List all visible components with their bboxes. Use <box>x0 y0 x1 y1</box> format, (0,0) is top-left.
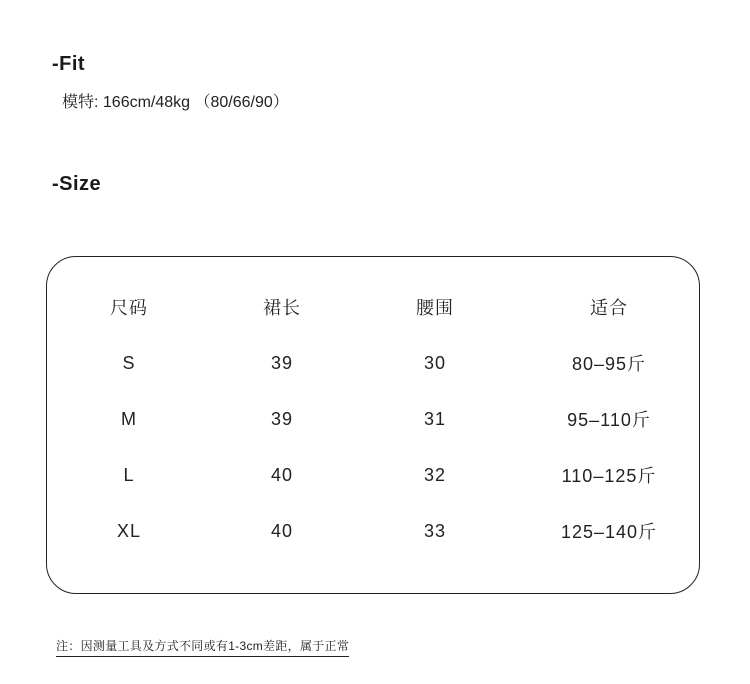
size-table <box>47 279 701 559</box>
header-size: 尺码 <box>110 298 148 318</box>
table-cell: 40 <box>270 520 294 541</box>
table-cell: L <box>123 464 135 485</box>
header-waist: 腰围 <box>416 298 454 318</box>
table-cell: 31 <box>423 408 447 429</box>
table-cell: 32 <box>423 464 447 485</box>
table-cell: 125–140斤 <box>560 522 658 542</box>
table-row <box>47 335 701 391</box>
table-cell: 40 <box>270 464 294 485</box>
header-skirt-length: 裙长 <box>263 298 301 318</box>
table-cell: M <box>121 408 137 429</box>
table-cell: 39 <box>270 352 294 373</box>
table-cell: 95–110斤 <box>567 410 651 430</box>
header-suitable-weight: 适合 <box>590 298 628 318</box>
table-row <box>47 447 701 503</box>
table-cell: 30 <box>423 352 447 373</box>
table-header-row <box>47 279 701 335</box>
table-cell: 33 <box>423 520 447 541</box>
table-cell: S <box>122 352 136 373</box>
measurement-note: 注：因测量工具及方式不同或有1-3cm差距，属于正常 <box>56 637 349 657</box>
table-cell: 110–125斤 <box>561 466 657 486</box>
model-info: 模特: 166cm/48kg （80/66/90） <box>62 94 289 111</box>
table-cell: 80–95斤 <box>571 354 647 374</box>
table-cell: 39 <box>270 408 294 429</box>
fit-heading: -Fit <box>52 53 86 75</box>
table-cell: XL <box>116 520 142 541</box>
table-row <box>47 391 701 447</box>
size-heading: -Size <box>52 173 102 195</box>
table-row <box>47 503 701 559</box>
size-table-container <box>46 256 700 594</box>
